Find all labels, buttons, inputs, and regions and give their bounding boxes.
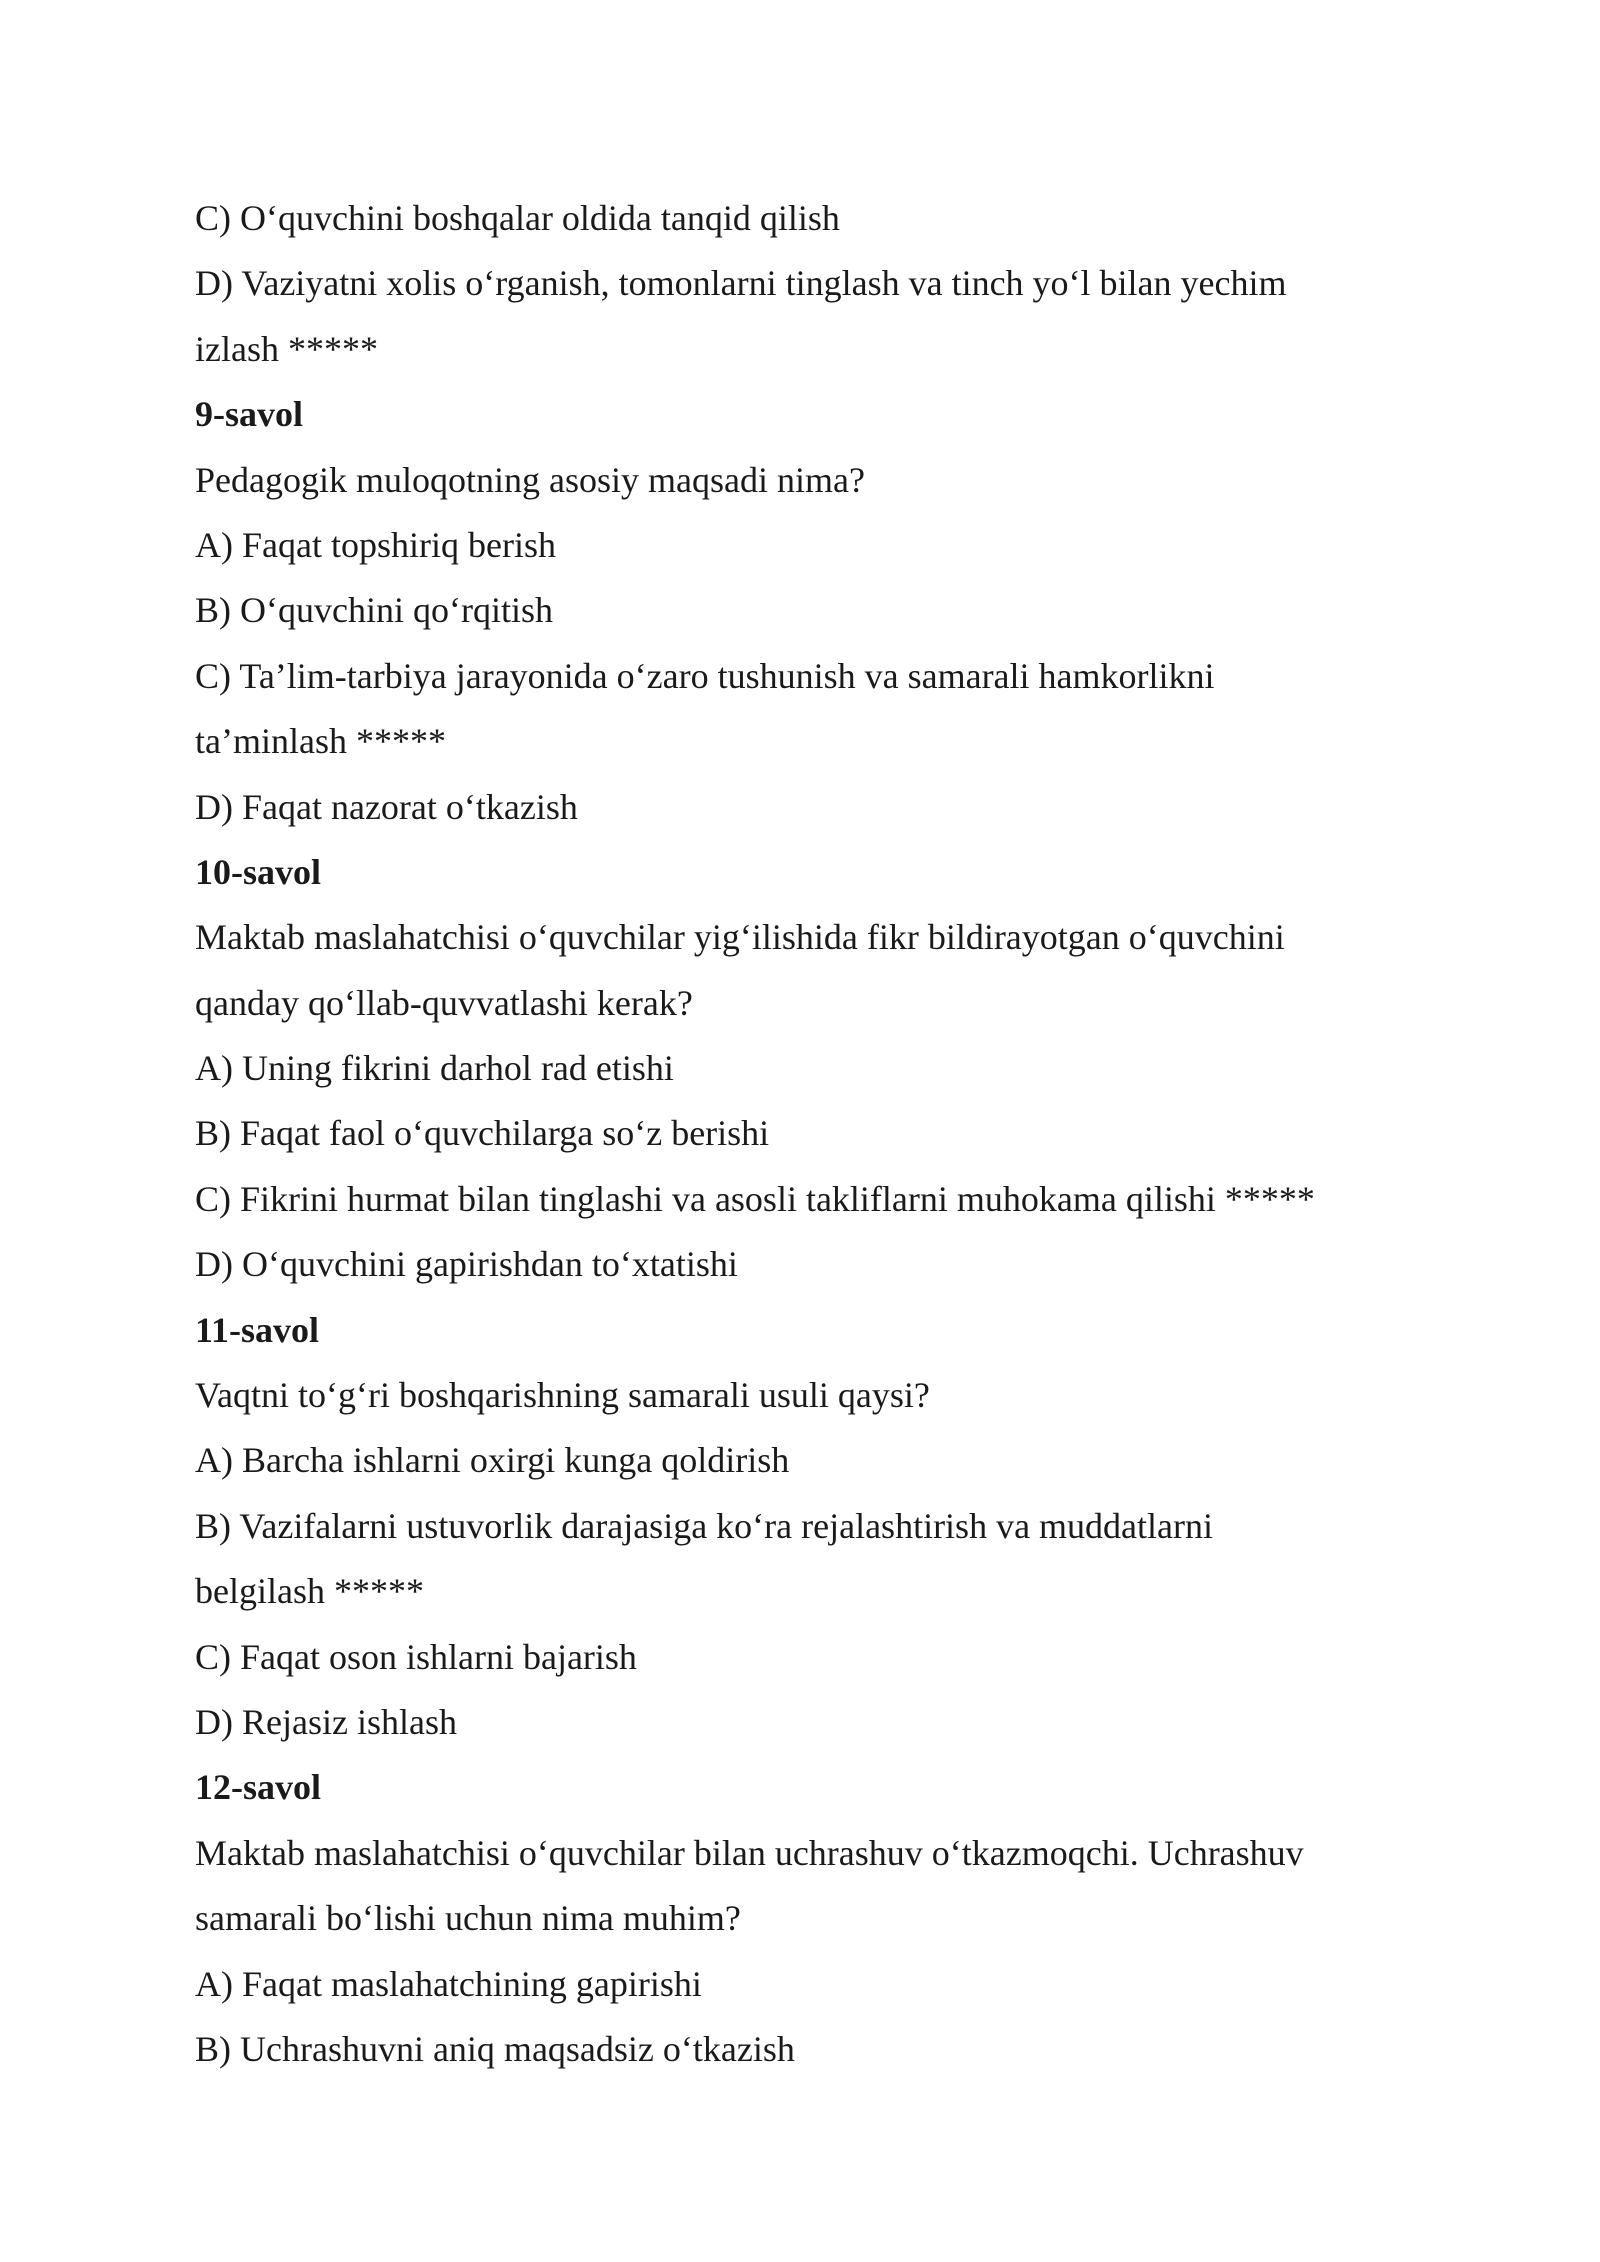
question-text: Maktab maslahatchisi o‘quvchilar bilan uchrashuv o‘tkazmoqchi. Uchrashuv xyxy=(195,1832,1304,1873)
question-text-continued: samarali bo‘lishi uchun nima muhim? xyxy=(195,1898,741,1939)
answer-option: C) Faqat oson ishlarni bajarish xyxy=(195,1636,637,1677)
question-heading: 11-savol xyxy=(195,1309,320,1350)
document-body xyxy=(195,186,1410,2082)
answer-option-continued: belgilash ***** xyxy=(195,1571,424,1612)
answer-option: B) O‘quvchini qo‘rqitish xyxy=(195,590,553,631)
answer-option: D) Rejasiz ishlash xyxy=(195,1701,457,1742)
answer-option-continued: izlash ***** xyxy=(195,328,378,369)
answer-option-continued: ta’minlash ***** xyxy=(195,721,446,762)
answer-option: D) Vaziyatni xolis o‘rganish, tomonlarni tinglash va tinch yo‘l bilan yechim xyxy=(195,263,1287,304)
answer-option: C) Ta’lim-tarbiya jarayonida o‘zaro tushunish va samarali hamkorlikni xyxy=(195,655,1215,696)
answer-option: C) O‘quvchini boshqalar oldida tanqid qilish xyxy=(195,198,840,238)
answer-option: D) Faqat nazorat o‘tkazish xyxy=(195,786,578,827)
question-text: Vaqtni to‘g‘ri boshqarishning samarali usuli qaysi? xyxy=(195,1375,930,1416)
answer-option: B) Uchrashuvni aniq maqsadsiz o‘tkazish xyxy=(195,2028,795,2069)
answer-option: A) Barcha ishlarni oxirgi kunga qoldirish xyxy=(195,1440,790,1481)
question-heading: 9-savol xyxy=(195,394,303,435)
question-heading: 12-savol xyxy=(195,1767,321,1808)
answer-option: B) Vazifalarni ustuvorlik darajasiga ko‘ra rejalashtirish va muddatlarni xyxy=(195,1505,1214,1546)
answer-option: C) Fikrini hurmat bilan tinglashi va asosli takliflarni muhokama qilishi ***** xyxy=(195,1178,1315,1219)
answer-option: A) Faqat topshiriq berish xyxy=(195,524,556,565)
answer-option: A) Uning fikrini darhol rad etishi xyxy=(195,1048,674,1089)
question-heading: 10-savol xyxy=(195,851,321,892)
question-text: Maktab maslahatchisi o‘quvchilar yig‘ilishida fikr bildirayotgan o‘quvchini xyxy=(195,917,1285,958)
answer-option: B) Faqat faol o‘quvchilarga so‘z berishi xyxy=(195,1113,770,1154)
question-text-continued: qanday qo‘llab-quvvatlashi kerak? xyxy=(195,982,693,1023)
answer-option: A) Faqat maslahatchining gapirishi xyxy=(195,1963,702,2004)
question-text: Pedagogik muloqotning asosiy maqsadi nima? xyxy=(195,459,865,500)
answer-option: D) O‘quvchini gapirishdan to‘xtatishi xyxy=(195,1244,738,1285)
